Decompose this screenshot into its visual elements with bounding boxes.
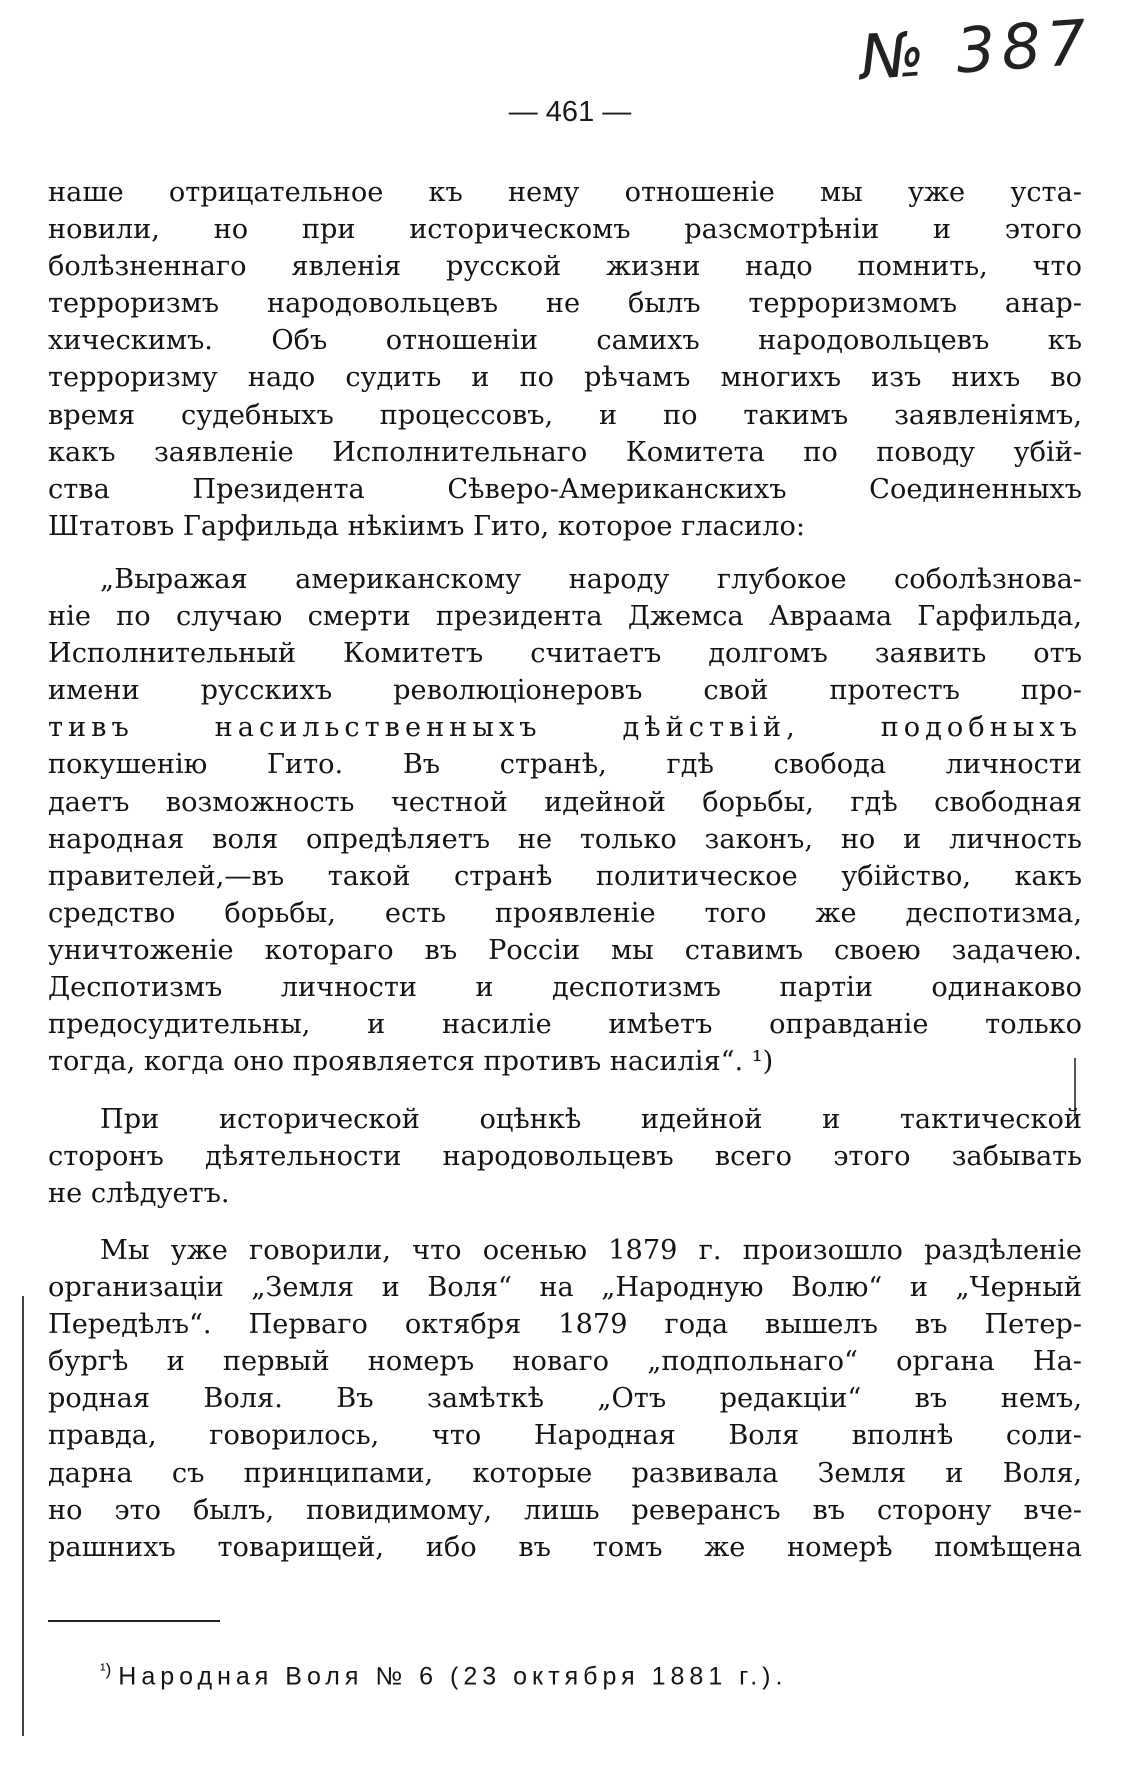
- footnote: [100, 1660, 1000, 1691]
- text-line: Исполнительный Комитетъ считаетъ долгомъ заявить отъ: [48, 638, 1082, 670]
- text-line: бургѣ и первый номеръ новаго „подпольнаго“ органа На-: [48, 1346, 1082, 1378]
- text-line: народная воля опредѣляетъ не только законъ, но и личность: [48, 823, 1082, 855]
- text-line: тогда, когда оно проявляется противъ насилія“. ¹): [48, 1046, 774, 1078]
- handwritten-inventory-number: № 387: [857, 5, 1095, 95]
- text-line: „Выражая американскому народу глубокое соболѣзнова-: [100, 564, 1082, 595]
- text-line: терроризму надо судить и по рѣчамъ многихъ изъ нихъ во: [48, 362, 1082, 394]
- paragraph-assessment: [48, 1101, 1082, 1212]
- text-line: дарна съ принципами, которые развивала Земля и Воля,: [48, 1457, 1082, 1489]
- text-line: болѣзненнаго явленія русской жизни надо помнить, что: [48, 251, 1082, 283]
- text-line: наше отрицательное къ нему отношеніе мы уже уста-: [48, 177, 1082, 208]
- text-line: тивъ насильственныхъ дѣйствій, подобныхъ: [48, 712, 1082, 744]
- text-line: Передѣлъ“. Перваго октября 1879 года вышелъ въ Петер-: [48, 1309, 1082, 1341]
- page-number: — 461 —: [508, 96, 632, 128]
- text-line: какъ заявленіе Исполнительнаго Комитета по поводу убій-: [48, 436, 1082, 468]
- text-line: покушенію Гито. Въ странѣ, гдѣ свобода личности: [48, 749, 1082, 781]
- text-line: средство борьбы, есть проявленіе того же деспотизма,: [48, 897, 1082, 929]
- text-line: ства Президента Сѣверо-Американскихъ Соединенныхъ: [48, 473, 1082, 505]
- text-line: время судебныхъ процессовъ, и по такимъ заявленіямъ,: [48, 399, 1082, 431]
- footnote-marker: ¹): [100, 1660, 112, 1679]
- text-line: хическимъ. Объ отношеніи самихъ народовольцевъ къ: [48, 325, 1082, 357]
- text-line: рашнихъ товарищей, ибо въ томъ же номерѣ помѣщена: [48, 1531, 1082, 1563]
- text-line: При исторической оцѣнкѣ идейной и тактической: [100, 1104, 1082, 1135]
- text-line: родная Воля. Въ замѣткѣ „Отъ редакціи“ въ немъ,: [48, 1383, 1082, 1415]
- footnote-rule: [48, 1620, 220, 1622]
- margin-bar: [22, 1296, 24, 1736]
- text-line: правителей,—въ такой странѣ политическое убійство, какъ: [48, 860, 1082, 892]
- text-line: ніе по случаю смерти президента Джемса Авраама Гарфильда,: [48, 601, 1082, 633]
- text-line: уничтоженіе котораго въ Россіи мы ставимъ своею задачею.: [48, 934, 1082, 966]
- paragraph-narodnaya-volya: [48, 1232, 1082, 1566]
- text-line: Мы уже говорили, что осенью 1879 г. произошло раздѣленіе: [100, 1235, 1082, 1266]
- text-line: терроризмъ народовольцевъ не былъ терроризмомъ анар-: [48, 288, 1082, 320]
- quote-executive-committee: [48, 561, 1082, 1080]
- text-line: предосудительны, и насиліе имѣетъ оправданіе только: [48, 1009, 1082, 1041]
- footnote-text: Народная Воля № 6 (23 октября 1881 г.).: [118, 1662, 788, 1691]
- text-line: сторонъ дѣятельности народовольцевъ всего этого забывать: [48, 1141, 1082, 1173]
- text-line: не слѣдуетъ.: [48, 1178, 230, 1210]
- text-line: организаціи „Земля и Воля“ на „Народную Волю“ и „Черный: [48, 1272, 1082, 1304]
- text-line: но это былъ, повидимому, лишь реверансъ въ сторону вче-: [48, 1494, 1082, 1526]
- text-line: Деспотизмъ личности и деспотизмъ партіи одинаково: [48, 972, 1082, 1004]
- text-line: имени русскихъ революціонеровъ свой протестъ про-: [48, 675, 1082, 707]
- text-line: новили, но при историческомъ разсмотрѣніи и этого: [48, 214, 1082, 246]
- text-line: правда, говорилось, что Народная Воля вполнѣ соли-: [48, 1420, 1082, 1452]
- text-line: Штатовъ Гарфильда нѣкіимъ Гито, которое гласило:: [48, 510, 805, 542]
- paragraph-terrorism: [48, 174, 1082, 545]
- text-line: даетъ возможность честной идейной борьбы, гдѣ свободная: [48, 786, 1082, 818]
